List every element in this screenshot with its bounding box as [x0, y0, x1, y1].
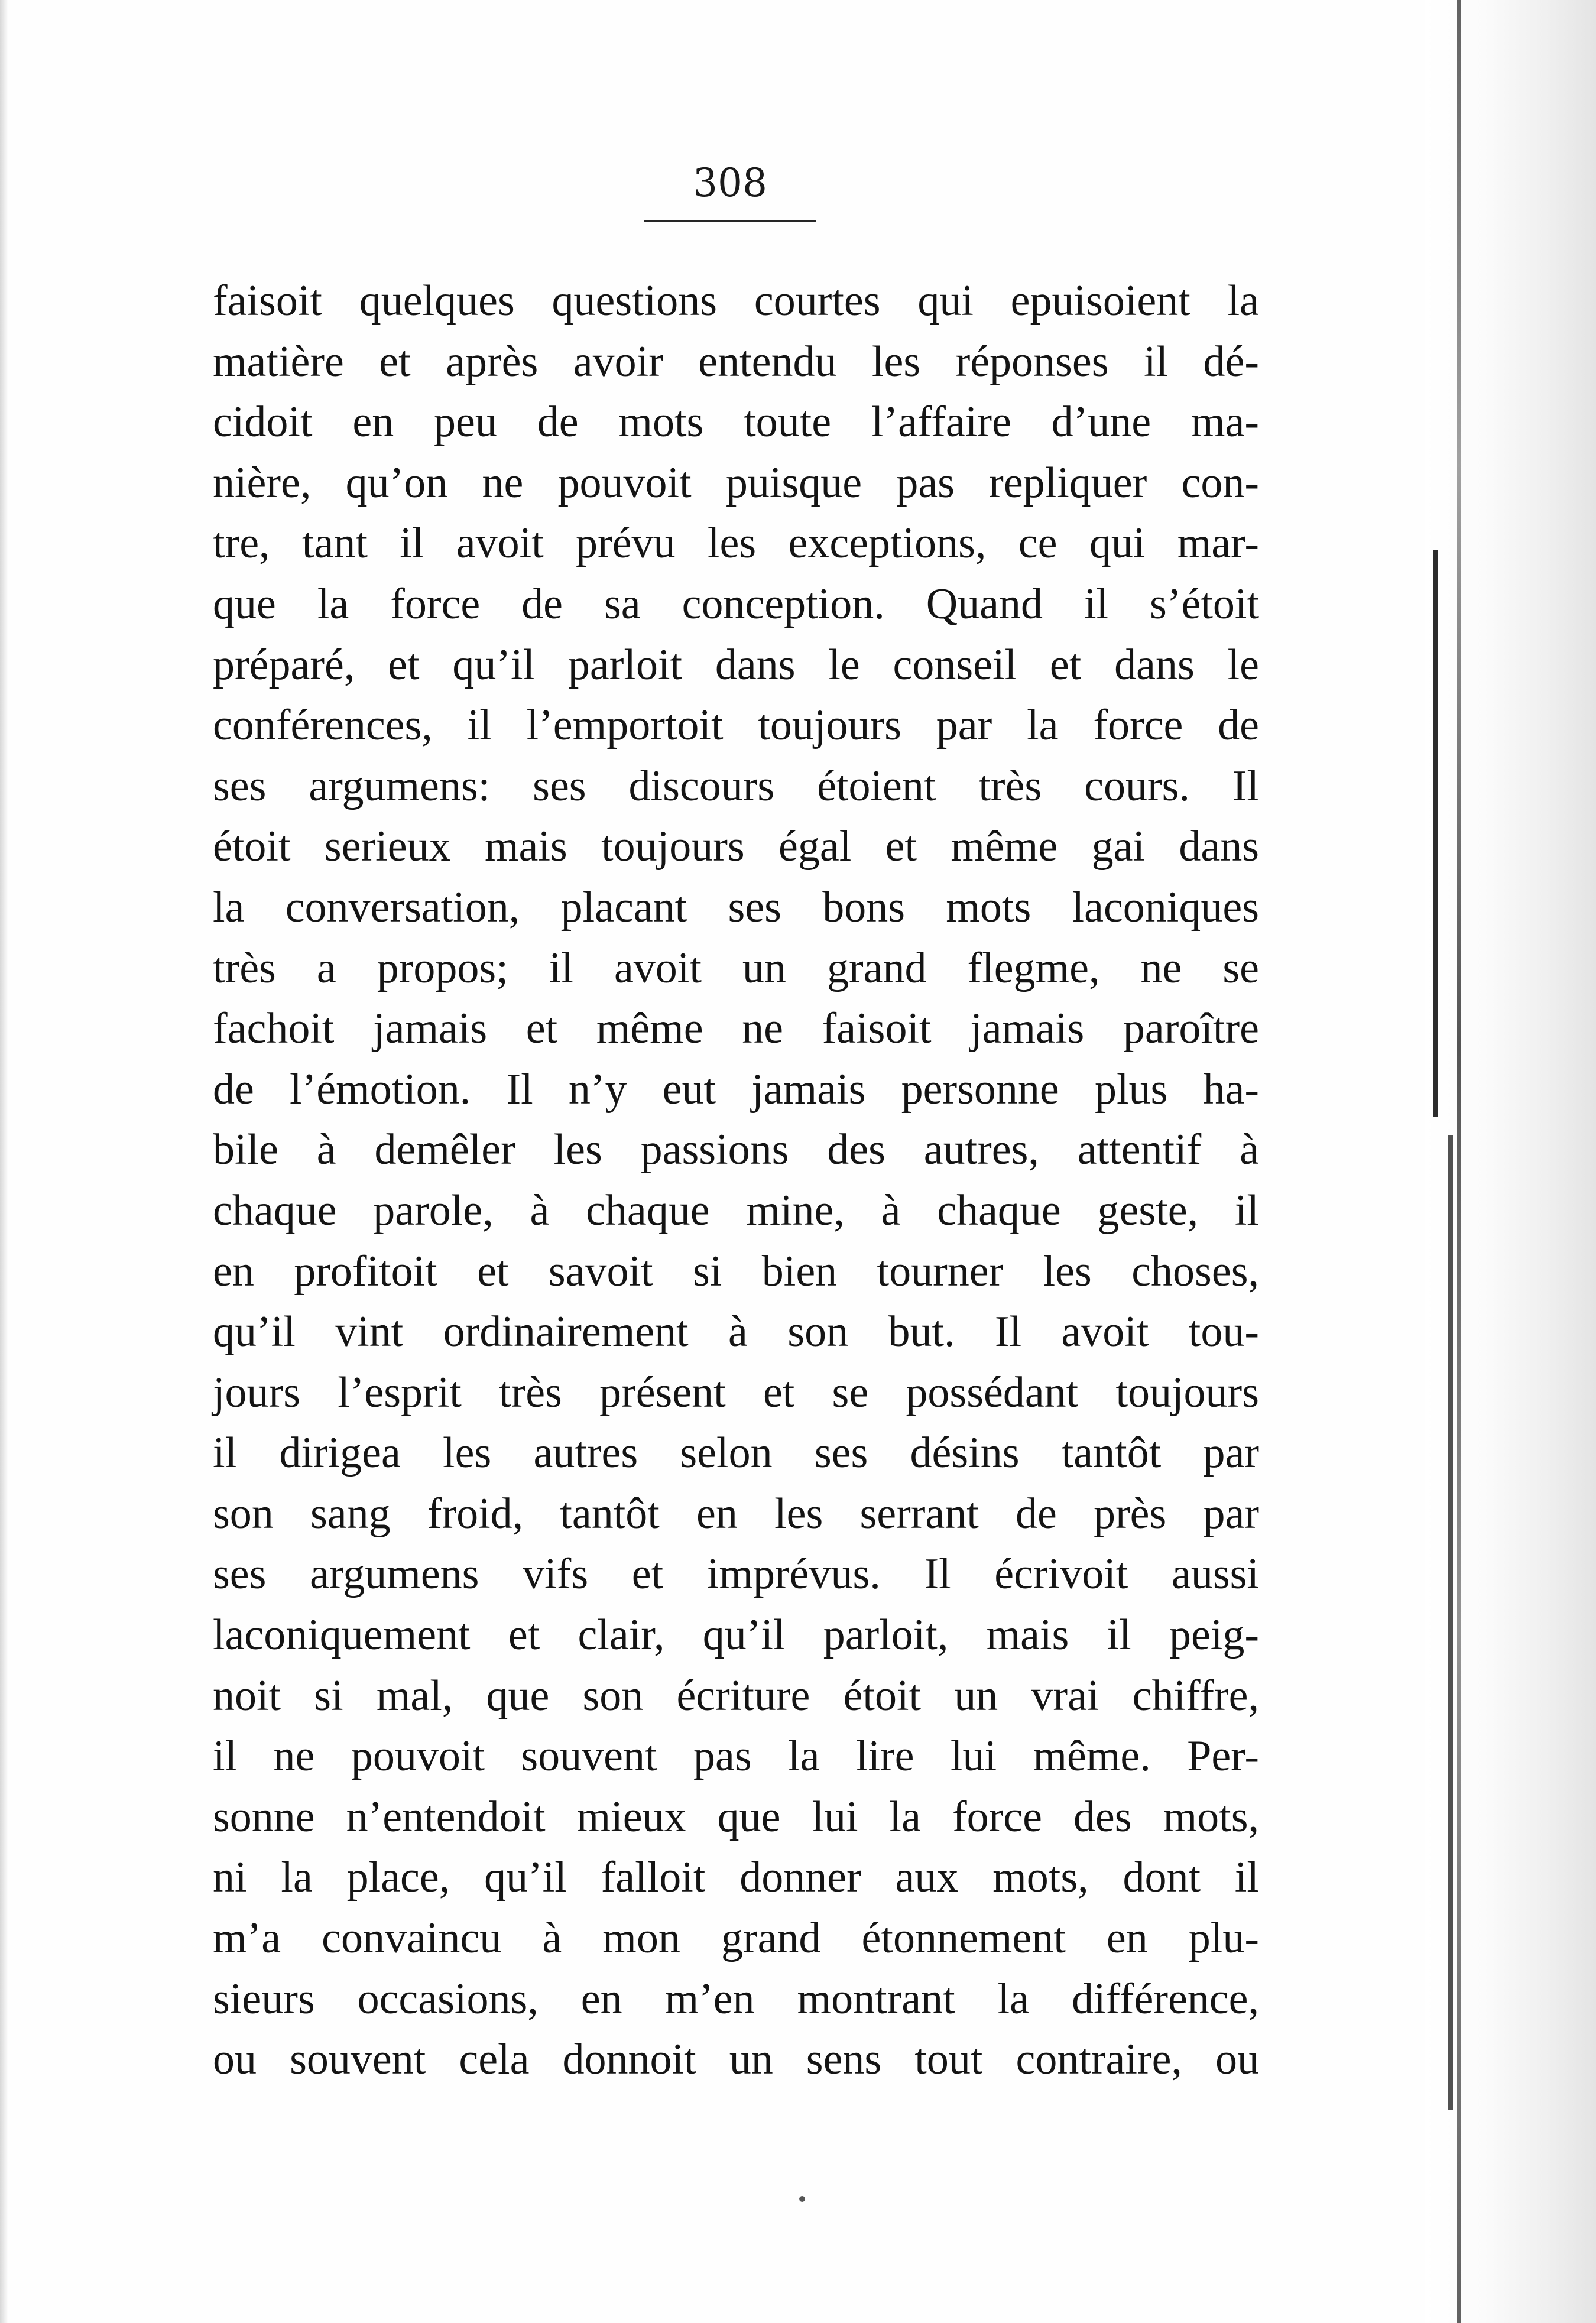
binding-edge-line: [1457, 0, 1461, 2323]
ink-speck: [799, 2196, 805, 2202]
text-line: nière, qu’on ne pouvoit puisque pas repliquer con-: [213, 458, 1259, 507]
text-line: fachoit jamais et même ne faisoit jamais paroître: [213, 1004, 1259, 1053]
text-line: bile à demêler les passions des autres, attentif à: [213, 1125, 1259, 1175]
text-line: sieurs occasions, en m’en montrant la différence,: [213, 1974, 1259, 2023]
text-line: il dirigea les autres selon ses désins tantôt par: [213, 1429, 1259, 1478]
text-line: faisoit quelques questions courtes qui epuisoient la: [213, 277, 1259, 325]
text-line: chaque parole, à chaque mine, à chaque geste, il: [213, 1186, 1259, 1235]
text-line: son sang froid, tantôt en les serrant de près par: [213, 1489, 1259, 1538]
text-line: ni la place, qu’il falloit donner aux mots, dont il: [213, 1853, 1259, 1902]
text-line: en profitoit et savoit si bien tourner les choses,: [213, 1247, 1259, 1296]
page-left-edge: [0, 0, 8, 2323]
text-line: il ne pouvoit souvent pas la lire lui même. Per-: [213, 1732, 1259, 1781]
text-line: laconiquement et clair, qu’il parloit, mais il peig-: [213, 1611, 1259, 1660]
text-line: que la force de sa conception. Quand il s’étoit: [213, 579, 1259, 628]
binding-mark-lower: [1448, 1135, 1453, 2110]
text-line: sonne n’entendoit mieux que lui la force des mots,: [213, 1792, 1259, 1841]
text-line: étoit serieux mais toujours égal et même gai dans: [213, 822, 1259, 871]
text-line: très a propos; il avoit un grand flegme, ne se: [213, 943, 1259, 992]
text-line: de l’émotion. Il n’y eut jamais personne plus ha-: [213, 1065, 1259, 1114]
text-line: jours l’esprit très présent et se possédant toujours: [213, 1368, 1259, 1417]
text-line: ses argumens: ses discours étoient très cours. Il: [213, 761, 1259, 810]
text-line: cidoit en peu de mots toute l’affaire d’une ma-: [213, 398, 1259, 447]
text-line: tre, tant il avoit prévu les exceptions, ce qui mar-: [213, 519, 1259, 568]
text-line: noit si mal, que son écriture étoit un vrai chiffre,: [213, 1671, 1259, 1720]
body-text: [213, 271, 1259, 2090]
binding-mark-upper: [1433, 550, 1438, 1117]
text-line: ses argumens vifs et imprévus. Il écrivoit aussi: [213, 1550, 1259, 1599]
text-line: la conversation, placant ses bons mots laconiques: [213, 883, 1259, 932]
text-line: qu’il vint ordinairement à son but. Il avoit tou-: [213, 1308, 1259, 1357]
text-line: m’a convaincu à mon grand étonnement en plu-: [213, 1914, 1259, 1963]
text-line: conférences, il l’emportoit toujours par la force de: [213, 701, 1259, 750]
page-number-rule: [644, 220, 816, 222]
text-line: matière et après avoir entendu les réponses il dé-: [213, 337, 1259, 386]
text-line: ou souvent cela donnoit un sens tout contraire, ou: [213, 2035, 1259, 2084]
page-number: 308: [693, 160, 767, 206]
text-line: préparé, et qu’il parloit dans le conseil et dans le: [213, 640, 1259, 689]
